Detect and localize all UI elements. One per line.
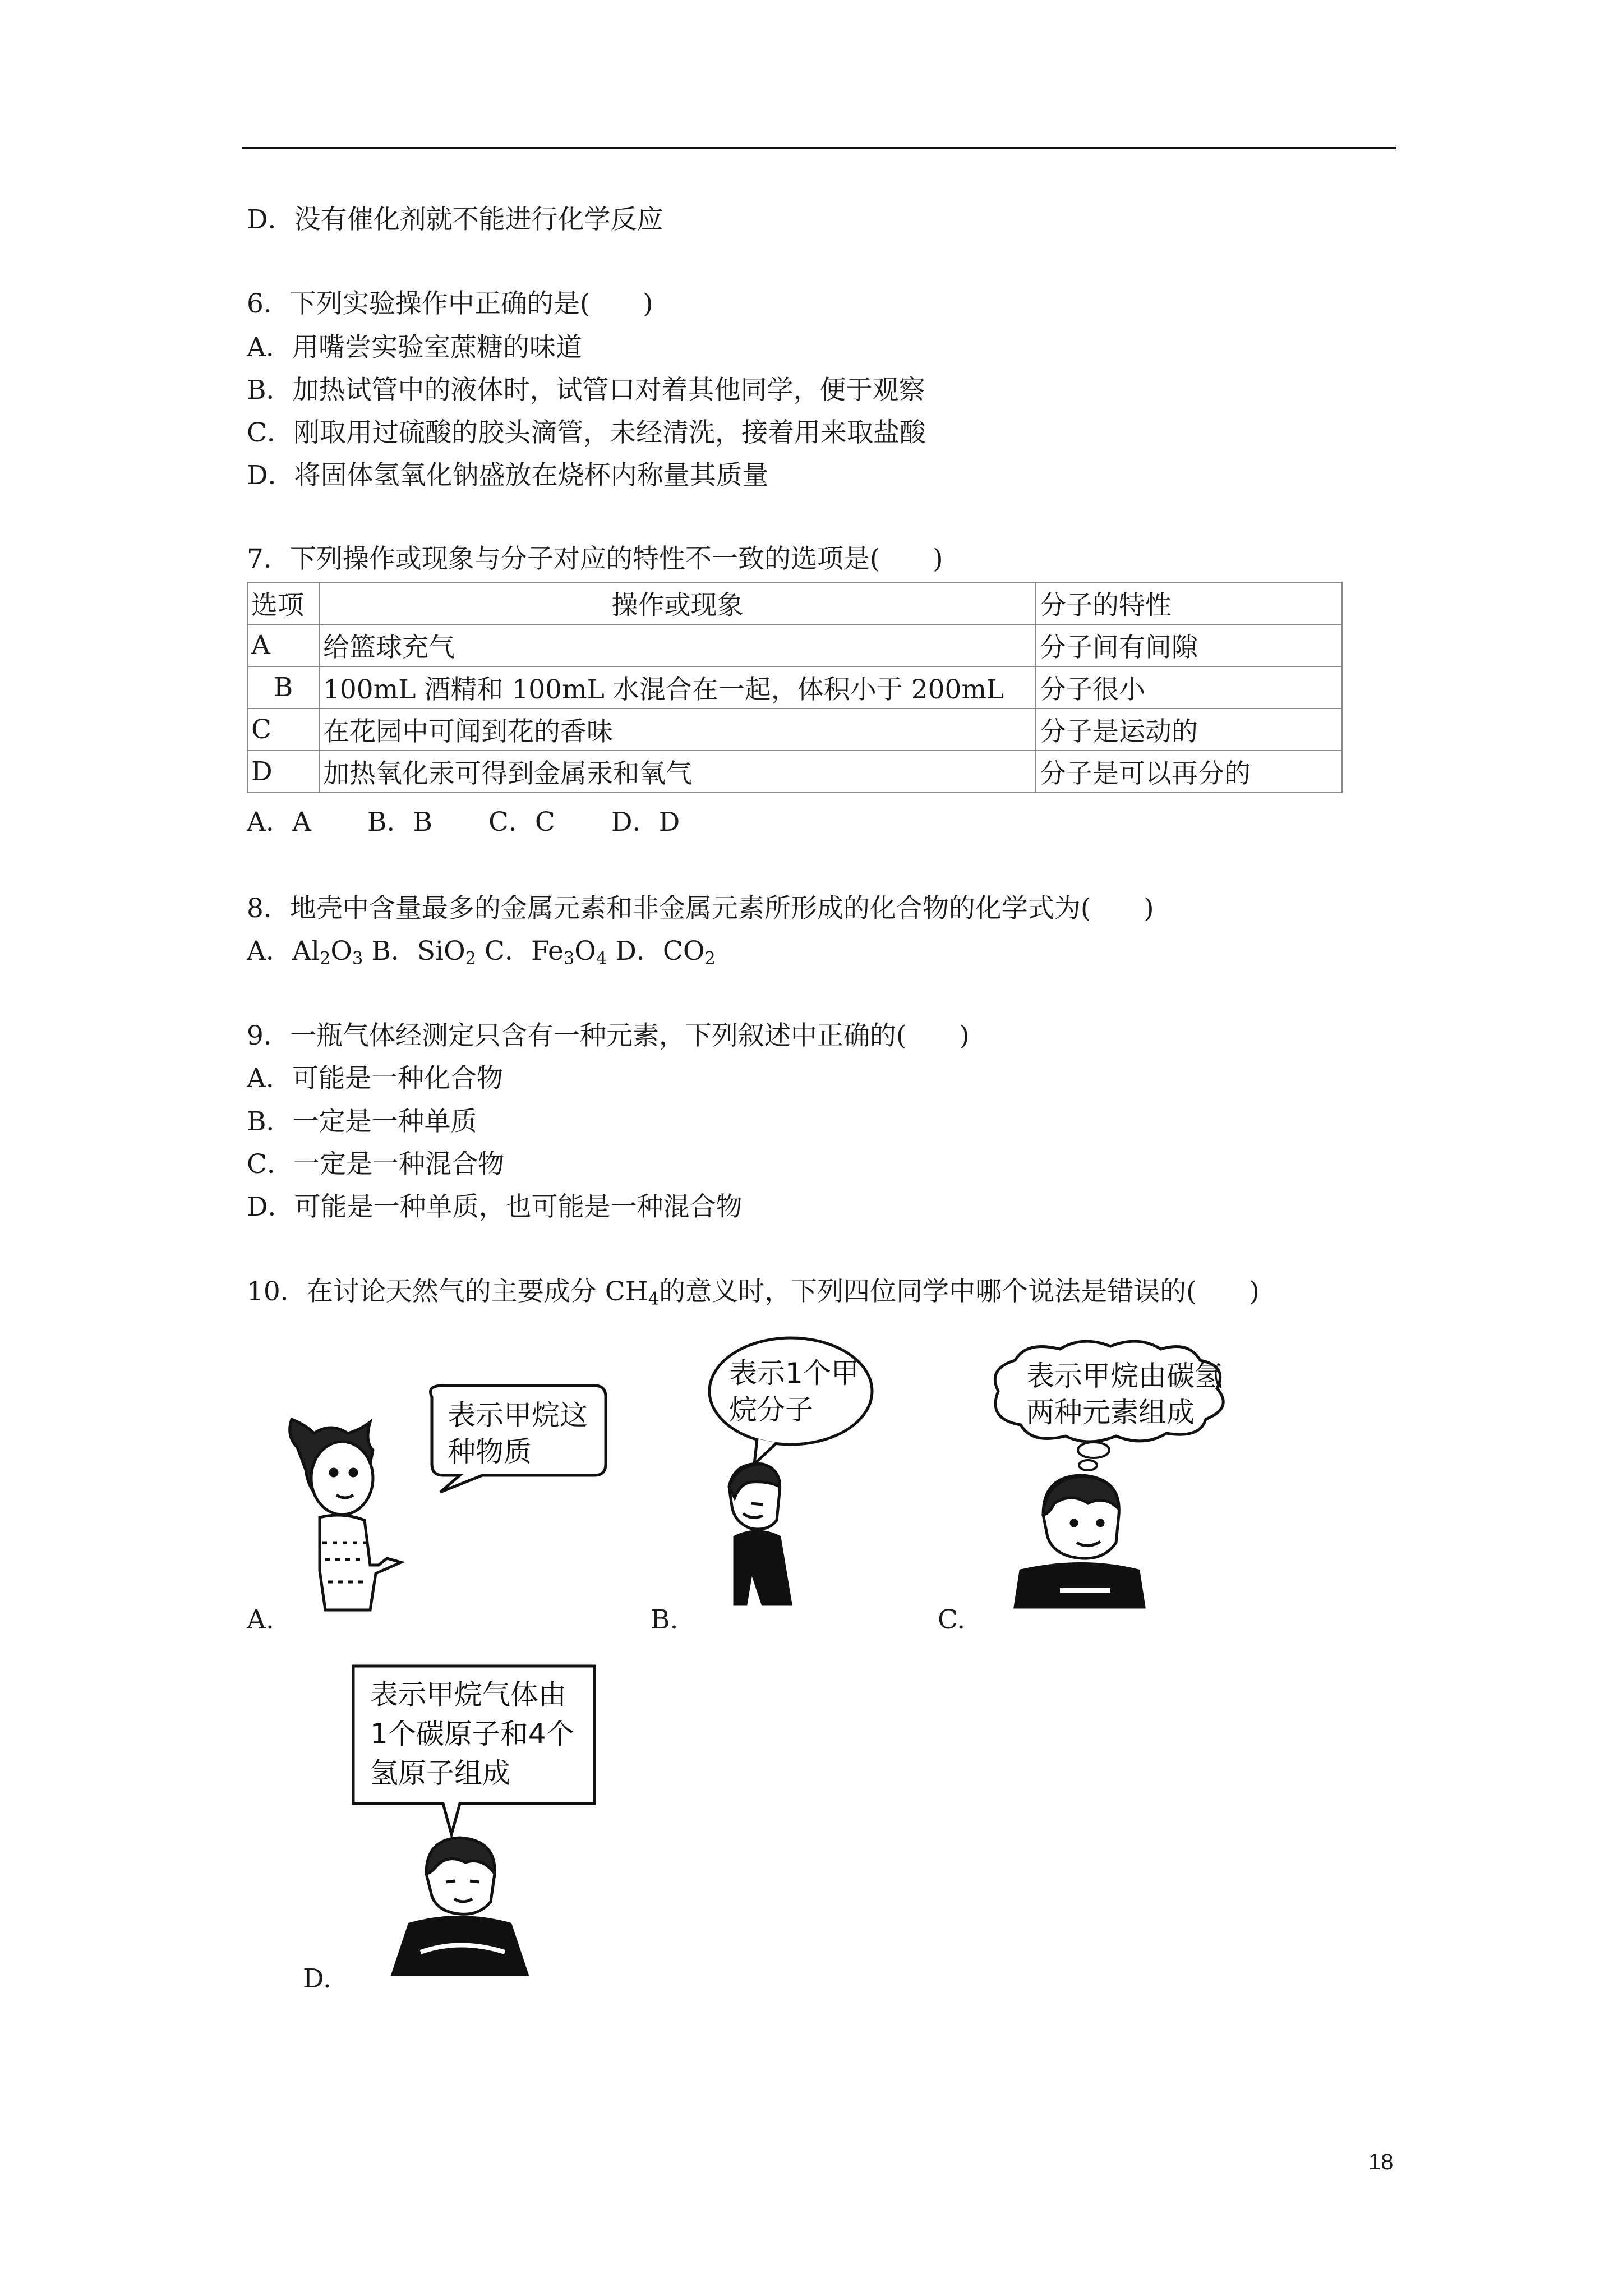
q8-title: 8．地壳中含量最多的金属元素和非金属元素所形成的化合物的化学式为( ): [247, 893, 1154, 924]
picture-d: [348, 1660, 606, 1986]
table-cell: C: [247, 708, 319, 751]
q5-option-d: D．没有催化剂就不能进行化学反应: [247, 204, 663, 235]
picture-b-label: B.: [651, 1604, 679, 1635]
bubble-a-line1: 表示甲烷这: [448, 1399, 588, 1432]
table-cell: 分子间有间隙: [1036, 624, 1342, 666]
q8-option-d: D．$CO_2$: [615, 936, 716, 969]
q9-option-d: D．可能是一种单质，也可能是一种混合物: [247, 1191, 743, 1222]
table-cell: B: [247, 666, 319, 708]
table-header-cell: 选项: [247, 582, 319, 624]
picture-a-label: A.: [247, 1604, 274, 1635]
table-cell: 给篮球充气: [319, 624, 1036, 666]
picture-c: [976, 1335, 1279, 1627]
q7-answer-b: B．B: [367, 807, 432, 838]
q8-options: [247, 935, 716, 976]
q7-answer-d: D．D: [611, 807, 680, 838]
table-cell: 100mL 酒精和 100mL 水混合在一起，体积小于 200mL: [319, 666, 1036, 708]
q6-title: 6．下列实验操作中正确的是( ): [247, 288, 653, 319]
bubble-b-line2: 烷分子: [729, 1393, 813, 1426]
q9-title: 9．一瓶气体经测定只含有一种元素，下列叙述中正确的( ): [247, 1020, 970, 1051]
girl-figure-icon: [290, 1419, 401, 1610]
header-rule: [242, 147, 1396, 149]
boy-thinking-figure-icon: [1015, 1475, 1144, 1607]
q7-title: 7．下列操作或现象与分子对应的特性不一致的选项是( ): [247, 544, 943, 574]
table-cell: 分子很小: [1036, 666, 1342, 708]
page-number: 18: [1368, 2150, 1394, 2174]
q6-option-d: D．将固体氢氧化钠盛放在烧杯内称量其质量: [247, 460, 769, 491]
q9-option-c: C．一定是一种混合物: [247, 1149, 504, 1180]
table-header-cell: 操作或现象: [319, 582, 1036, 624]
q6-option-c: C．刚取用过硫酸的胶头滴管，未经清洗，接着用来取盐酸: [247, 417, 926, 448]
table-row: [247, 666, 1342, 708]
bubble-c-line1: 表示甲烷由碳氢: [1026, 1360, 1223, 1392]
table-cell: A: [247, 624, 319, 666]
q7-table: [247, 582, 1343, 793]
table-row: [247, 751, 1342, 793]
bubble-a-line2: 种物质: [448, 1435, 532, 1468]
q7-answer-options: [247, 806, 680, 839]
bubble-b-line1: 表示1个甲: [729, 1357, 859, 1389]
picture-d-label: D.: [303, 1963, 331, 1994]
bubble-c-line2: 两种元素组成: [1026, 1396, 1195, 1429]
table-cell: 分子是运动的: [1036, 708, 1342, 751]
picture-c-label: C.: [938, 1604, 966, 1635]
bubble-d-line1: 表示甲烷气体由: [370, 1678, 566, 1711]
table-cell: 加热氧化汞可得到金属汞和氧气: [319, 751, 1036, 793]
bubble-d-line3: 氢原子组成: [370, 1757, 510, 1789]
q7-answer-c: C．C: [488, 807, 555, 838]
table-cell: 分子是可以再分的: [1036, 751, 1342, 793]
boy-figure-icon: [729, 1464, 791, 1605]
q8-option-c: C．$Fe_3O_4$: [485, 936, 607, 969]
boy-arms-crossed-figure-icon: [393, 1838, 527, 1975]
table-row: [247, 708, 1342, 751]
bubble-d-line2: 1个碳原子和4个: [370, 1718, 574, 1750]
q6-option-a: A．用嘴尝实验室蔗糖的味道: [247, 332, 582, 363]
table-cell: 在花园中可闻到花的香味: [319, 708, 1036, 751]
q10-title: 10．在讨论天然气的主要成分 $CH_4$的意义时，下列四位同学中哪个说法是错误的( ): [247, 1276, 1260, 1309]
q6-option-b: B．加热试管中的液体时，试管口对着其他同学，便于观察: [247, 375, 925, 406]
table-row: [247, 624, 1342, 666]
table-header-cell: 分子的特性: [1036, 582, 1342, 624]
q8-option-b: B．SiO$_2$: [371, 936, 477, 969]
q7-answer-a: A．A: [247, 807, 311, 838]
q9-option-b: B．一定是一种单质: [247, 1106, 477, 1137]
table-header-row: [247, 582, 1342, 624]
q8-option-a: A．$Al_2O_3$: [247, 936, 363, 969]
picture-b: [684, 1335, 909, 1627]
picture-a: [280, 1380, 594, 1644]
q9-option-a: A．可能是一种化合物: [247, 1063, 503, 1094]
table-cell: D: [247, 751, 319, 793]
